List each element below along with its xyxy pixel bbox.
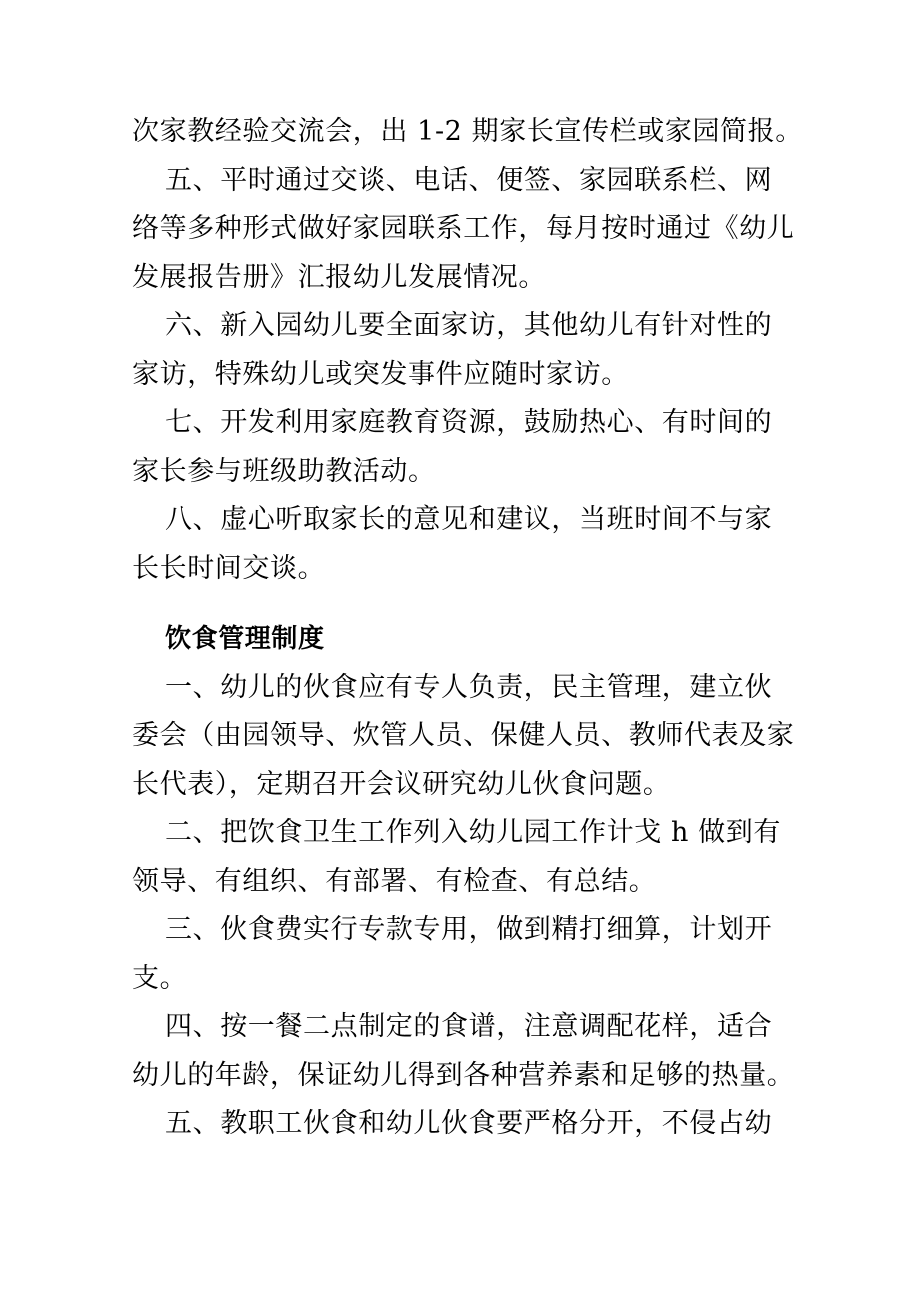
paragraph-line: 二、把饮食卫生工作列入幼儿园工作计戈 h 做到有	[165, 817, 781, 848]
paragraph-line: 委会（由园领导、炊管人员、保健人员、教师代表及家	[132, 720, 795, 751]
paragraph-line: 发展报告册》汇报幼儿发展情况。	[132, 261, 546, 293]
paragraph-line: 三、伙食费实行专款专用，做到精打细算，计划开	[165, 914, 773, 945]
paragraph-line: 幼儿的年龄，保证幼儿得到各种营养素和足够的热量。	[132, 1059, 795, 1091]
paragraph-line: 五、平时通过交谈、电话、便签、家园联系栏、网	[165, 164, 773, 196]
paragraph-line: 五、教职工伙食和幼儿伙食要严格分开，不侵占幼	[165, 1108, 773, 1139]
paragraph-line: 络等多种形式做好家园联系工作，每月按时通过《幼儿	[132, 213, 795, 244]
paragraph-line: 长代表），定期召开会议研究幼儿伙食问题。	[132, 768, 671, 800]
paragraph-line: 长长时间交谈。	[132, 552, 326, 584]
paragraph-line: 四、按一餐二点制定的食谱，注意调配花样，适合	[165, 1011, 773, 1042]
paragraph-line: 次家教经验交流会，出 1-2 期家长宣传栏或家园简报。	[132, 116, 803, 147]
paragraph-line: 支。	[132, 962, 188, 994]
paragraph-line: 领导、有组织、有部署、有检查、有总结。	[132, 865, 657, 897]
paragraph-line: 家访，特殊幼儿或突发事件应随时家访。	[132, 358, 629, 390]
paragraph-line: 八、虚心听取家长的意见和建议，当班时间不与家	[165, 504, 773, 535]
paragraph-line: 家长参与班级助教活动。	[132, 455, 436, 487]
section-heading: 饮食管理制度	[165, 624, 325, 654]
document-body	[132, 108, 812, 1149]
paragraph-line: 七、开发利用家庭教育资源，鼓励热心、有时间的	[165, 407, 773, 438]
paragraph-line: 六、新入园幼儿要全面家访，其他幼儿有针对性的	[165, 310, 773, 341]
paragraph-line: 一、幼儿的伙食应有专人负责，民主管理，建立伙	[165, 671, 773, 703]
